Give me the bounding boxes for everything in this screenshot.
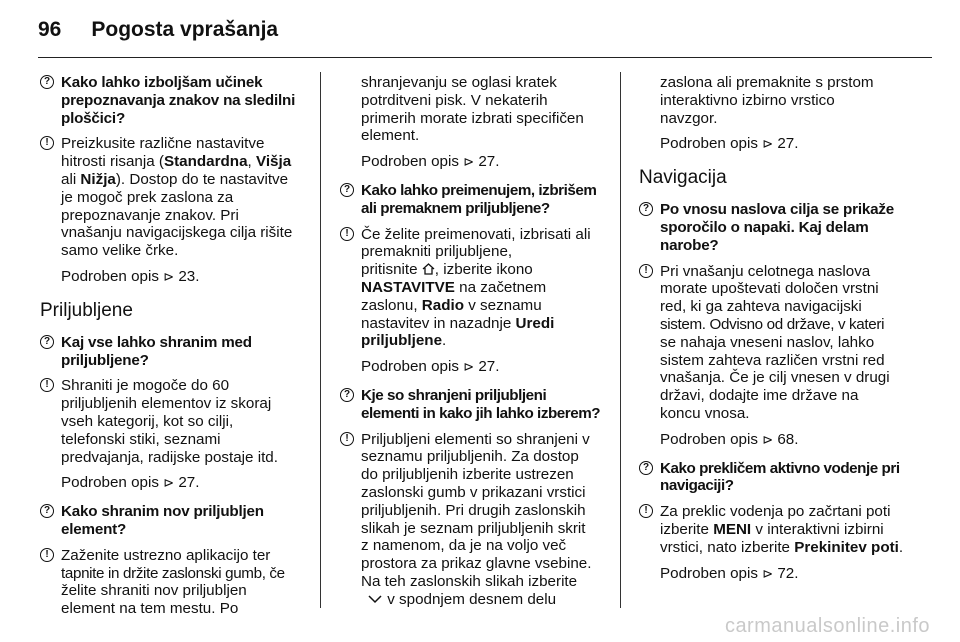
chevron-down-icon <box>367 594 383 604</box>
option-nastavitve: NASTAVITVE <box>361 278 455 296</box>
answer-line: Priljubljeni elementi so shranjeni v <box>361 430 590 448</box>
ref-arrow-icon: ⊳ <box>762 136 774 152</box>
ref-text: Podroben opis <box>61 474 159 492</box>
answer-line: Zaženite ustrezno aplikacijo ter <box>61 546 271 564</box>
page-reference[interactable] <box>639 565 929 583</box>
option-prekinitev-poti: Prekinitev poti <box>794 538 899 556</box>
answer-line: Pri vnašanju celotnega naslova <box>660 262 871 280</box>
text: vrstici, nato izberite <box>660 538 795 556</box>
answer-line <box>361 261 608 279</box>
text: ). Dostop do te nastavitve <box>115 170 289 188</box>
option-meni: MENI <box>713 520 752 538</box>
answer-continuation <box>340 74 608 145</box>
question-line: Kako prekličem aktivno vodenje pri <box>660 459 900 477</box>
question-line: Po vnosu naslova cilja se prikaže <box>660 201 894 219</box>
answer-line: vseh kategorij, kot so cilji, <box>61 412 234 430</box>
answer-line: je mogoč prek zaslona za <box>61 188 234 206</box>
question-line: narobe? <box>660 236 719 254</box>
option-visja: Višja <box>255 153 292 171</box>
answer-line: želite shraniti nov priljubljen <box>61 582 247 600</box>
answer-line: element na tem mestu. Po <box>61 600 239 618</box>
column-3 <box>639 74 929 582</box>
ref-page: 68. <box>777 430 799 448</box>
ref-text: Podroben opis <box>61 267 159 285</box>
page-header <box>38 10 278 50</box>
answer-line <box>361 332 608 350</box>
answer-line: Preizkusite različne nastavitve <box>61 135 265 153</box>
answer-line: interaktivno izbirno vrstico <box>660 91 835 109</box>
answer-line: navzgor. <box>660 109 718 127</box>
text: pritisnite <box>361 261 422 279</box>
answer-line: primerih morate izbrati specifičen <box>361 109 584 127</box>
answer-line: red, ki ga zahteva navigacijski <box>660 298 862 316</box>
option-radio: Radio <box>421 296 464 314</box>
answer-block <box>340 431 608 609</box>
ref-arrow-icon: ⊳ <box>163 268 175 284</box>
text: v spodnjem desnem delu <box>383 590 557 608</box>
page-reference[interactable] <box>340 153 608 171</box>
ref-page: 27. <box>777 135 799 153</box>
page-reference[interactable] <box>340 358 608 376</box>
exclamation-circle-icon: ! <box>40 378 54 392</box>
exclamation-circle-icon: ! <box>40 136 54 150</box>
answer-line <box>361 279 608 297</box>
answer-block <box>639 263 929 423</box>
question-circle-icon: ? <box>40 504 54 518</box>
answer-line: Na teh zaslonskih slikah izberite <box>361 572 578 590</box>
exclamation-circle-icon: ! <box>639 504 653 518</box>
question-circle-icon: ? <box>340 388 354 402</box>
question-block <box>340 182 608 218</box>
ref-text: Podroben opis <box>660 135 758 153</box>
question-block <box>40 74 308 127</box>
question-block <box>40 503 308 539</box>
exclamation-circle-icon: ! <box>40 548 54 562</box>
ref-text: Podroben opis <box>361 153 459 171</box>
answer-line <box>361 591 608 609</box>
option-uredi: Uredi <box>515 314 555 332</box>
exclamation-circle-icon: ! <box>639 264 653 278</box>
column-2 <box>340 74 608 609</box>
answer-line <box>361 297 608 315</box>
text: zaslonu, <box>361 296 422 314</box>
answer-line: shranjevanju se oglasi kratek <box>361 74 557 91</box>
ref-page: 27. <box>478 153 500 171</box>
header-divider <box>38 57 932 58</box>
answer-line: seznamu priljubljenih. Za dostop <box>361 448 579 466</box>
answer-block <box>639 503 929 556</box>
answer-line <box>61 171 308 189</box>
ref-text: Podroben opis <box>361 358 459 376</box>
ref-arrow-icon: ⊳ <box>463 359 475 375</box>
question-line: Kaj vse lahko shranim med <box>61 333 252 351</box>
answer-line <box>660 521 929 539</box>
text: . <box>898 538 904 556</box>
text: , izberite ikono <box>434 261 533 279</box>
answer-line: premakniti priljubljene, <box>361 243 513 261</box>
answer-line: telefonski stiki, seznami <box>61 430 221 448</box>
ref-page: 72. <box>777 564 799 582</box>
question-line: Kako lahko preimenujem, izbrišem <box>361 181 597 199</box>
answer-line: priljubljenih. Pri drugih zaslonskih <box>361 501 586 519</box>
text: nastavitev in nazadnje <box>361 314 516 332</box>
page-reference[interactable] <box>639 431 929 449</box>
column-divider-1 <box>320 72 321 608</box>
option-priljubljene: priljubljene <box>361 332 443 350</box>
answer-line: prostora za prikaz glavne vsebine. <box>361 555 592 573</box>
answer-line: zaslona ali premaknite s prstom <box>660 74 874 91</box>
question-block <box>639 460 929 496</box>
answer-line: Za preklic vodenja po začrtani poti <box>660 503 891 521</box>
text: izberite <box>660 520 714 538</box>
answer-continuation <box>639 74 929 127</box>
column-1 <box>40 74 308 618</box>
question-line: elementi in kako jih lahko izberem? <box>361 404 601 422</box>
answer-line <box>660 539 929 557</box>
page-reference[interactable] <box>40 268 308 286</box>
question-line: element? <box>61 520 127 538</box>
watermark: carmanualsonline.info <box>724 615 930 637</box>
answer-line: slikah je seznam priljubljenih skrit <box>361 519 586 537</box>
question-line: priljubljene? <box>61 351 149 369</box>
answer-line: zaslonski gumb v prikazani vrstici <box>361 483 586 501</box>
exclamation-circle-icon: ! <box>340 227 354 241</box>
answer-line: priljubljenih elementov iz skoraj <box>61 395 272 413</box>
answer-line: prepoznavanje znakov. Pri <box>61 206 239 224</box>
section-heading: Priljubljene <box>40 299 133 321</box>
question-line: ali premaknem priljubljene? <box>361 199 550 217</box>
option-standardna: Standardna <box>163 153 248 171</box>
text: hitrosti risanja ( <box>61 153 164 171</box>
home-icon <box>422 263 435 275</box>
answer-line: potrditveni pisk. V nekaterih <box>361 91 548 109</box>
text: ali <box>61 170 81 188</box>
question-circle-icon: ? <box>639 202 653 216</box>
answer-line: koncu vnosa. <box>660 404 750 422</box>
text: na začetnem <box>454 278 547 296</box>
question-circle-icon: ? <box>40 75 54 89</box>
question-circle-icon: ? <box>40 335 54 349</box>
answer-line: sistem zahteva različen vrstni red <box>660 351 885 369</box>
exclamation-circle-icon: ! <box>340 432 354 446</box>
answer-line: Shraniti je mogoče do 60 <box>61 377 230 395</box>
answer-line: državi, dodajte ime države na <box>660 387 859 405</box>
text: v interaktivni izbirni <box>751 520 884 538</box>
question-line: Kako lahko izboljšam učinek <box>61 74 263 91</box>
ref-arrow-icon: ⊳ <box>762 565 774 581</box>
answer-block <box>40 135 308 260</box>
question-line: Kje so shranjeni priljubljeni <box>361 386 547 404</box>
ref-arrow-icon: ⊳ <box>163 475 175 491</box>
question-line: prepoznavanja znakov na sledilni <box>61 91 296 109</box>
question-line: navigaciji? <box>660 477 734 495</box>
question-line: ploščici? <box>61 109 126 127</box>
answer-line <box>361 315 608 333</box>
answer-line: tapnite in držite zaslonski gumb, če <box>61 564 285 582</box>
text: v seznamu <box>464 296 542 314</box>
answer-line <box>61 153 308 171</box>
ref-arrow-icon: ⊳ <box>762 431 774 447</box>
answer-line: vnašanju navigacijskega cilja rišite <box>61 224 293 242</box>
ref-page: 23. <box>178 267 200 285</box>
answer-line: z namenom, da je na voljo več <box>361 537 567 555</box>
page-reference[interactable] <box>639 135 929 153</box>
question-circle-icon: ? <box>639 461 653 475</box>
ref-arrow-icon: ⊳ <box>463 154 475 170</box>
answer-line: se nahaja vneseni naslov, lahko <box>660 333 875 351</box>
column-divider-2 <box>620 72 621 608</box>
answer-line: vnašanja. Če je cilj vnesen v drugi <box>660 369 890 387</box>
question-block <box>40 334 308 370</box>
answer-line: do priljubljenih izberite ustrezen <box>361 466 574 484</box>
page-reference[interactable] <box>40 474 308 492</box>
page-title: Pogosta vprašanja <box>91 18 279 41</box>
question-circle-icon: ? <box>340 183 354 197</box>
answer-line: sistem. Odvisno od države, v kateri <box>660 315 885 333</box>
answer-line: samo velike črke. <box>61 242 179 260</box>
answer-line: morate upoštevati določen vrstni <box>660 280 879 298</box>
option-nizja: Nižja <box>80 170 116 188</box>
section-heading: Navigacija <box>639 167 727 189</box>
question-block <box>639 201 929 254</box>
question-line: sporočilo o napaki. Kaj delam <box>660 218 869 236</box>
answer-line: Če želite preimenovati, izbrisati ali <box>361 225 591 243</box>
text: , <box>247 153 256 171</box>
question-line: Kako shranim nov priljubljen <box>61 503 264 521</box>
answer-line: element. <box>361 127 420 145</box>
answer-block <box>40 377 308 466</box>
ref-page: 27. <box>178 474 200 492</box>
answer-block <box>340 226 608 351</box>
ref-text: Podroben opis <box>660 564 758 582</box>
answer-block <box>40 547 308 618</box>
page-number: 96 <box>38 18 62 41</box>
question-block <box>340 387 608 423</box>
ref-text: Podroben opis <box>660 430 758 448</box>
answer-line: predvajanja, radijske postaje itd. <box>61 448 278 466</box>
ref-page: 27. <box>478 358 500 376</box>
text: . <box>442 332 447 350</box>
